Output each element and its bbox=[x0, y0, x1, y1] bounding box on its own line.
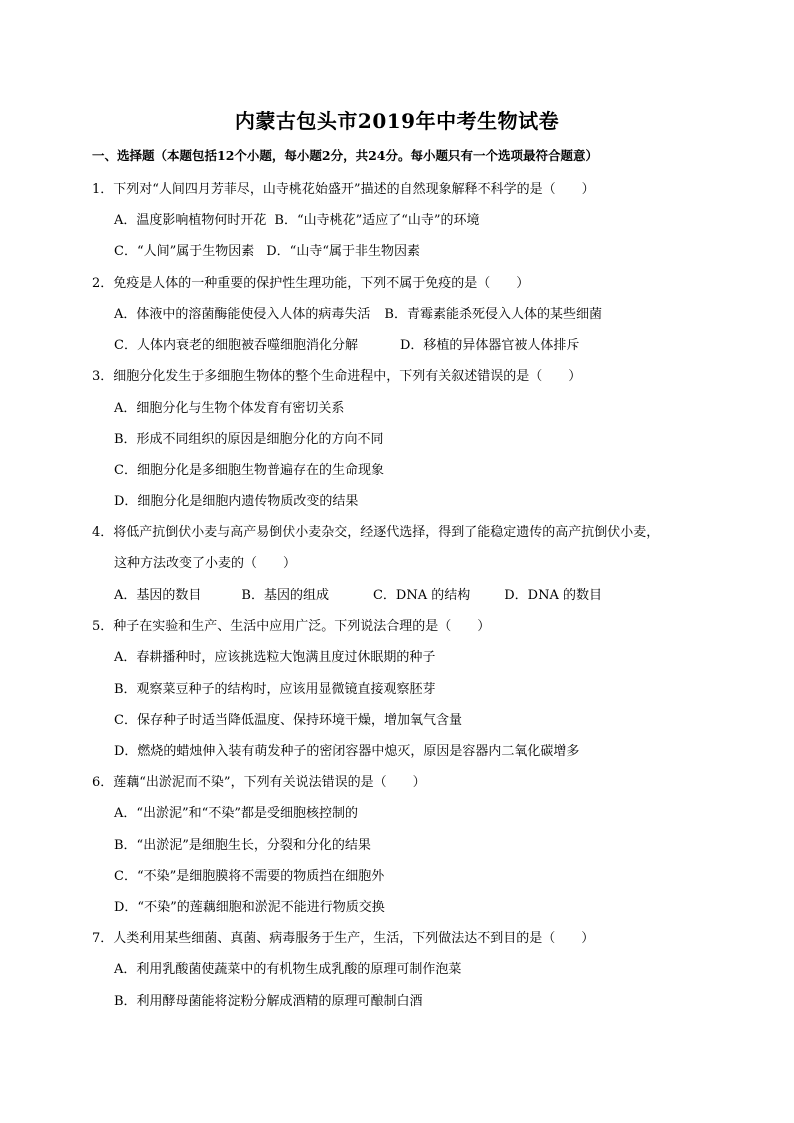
question-1-option-d: D．“山寺“属于非生物因素 bbox=[266, 244, 420, 259]
question-5-option-c: C．保存种子时适当降低温度、保持环境干燥，增加氧气含量 bbox=[114, 713, 462, 728]
question-5-stem: 5．种子在实验和生产、生活中应用广泛。下列说法合理的是（ ） bbox=[92, 619, 491, 634]
question-3-option-b: B．形成不同组织的原因是细胞分化的方向不同 bbox=[114, 432, 384, 447]
question-6-option-c: C．“不染”是细胞膜将不需要的物质挡在细胞外 bbox=[114, 869, 385, 884]
question-2-option-c: C．人体内衰老的细胞被吞噬细胞消化分解 bbox=[114, 338, 358, 353]
question-3-stem: 3．细胞分化发生于多细胞生物体的整个生命进程中，下列有关叙述错误的是（ ） bbox=[92, 369, 582, 384]
question-6-option-d: D．“不染”的莲藕细胞和淤泥不能进行物质交换 bbox=[114, 900, 385, 915]
question-7-option-a: A．利用乳酸菌使蔬菜中的有机物生成乳酸的原理可制作泡菜 bbox=[114, 962, 462, 977]
question-5-option-a: A．春耕播种时，应该挑选粒大饱满且度过休眠期的种子 bbox=[114, 650, 436, 665]
question-5-option-b: B．观察菜豆种子的结构时，应该用显微镜直接观察胚芽 bbox=[114, 682, 436, 697]
question-3-option-c: C．细胞分化是多细胞生物普遍存在的生命现象 bbox=[114, 463, 384, 478]
question-6-stem: 6．莲藕“出淤泥而不染”，下列有关说法错误的是（ ） bbox=[92, 775, 426, 790]
question-2-option-a: A．体液中的溶菌酶能使侵入人体的病毒失活 bbox=[114, 307, 371, 322]
question-4-option-a: A．基因的数目 bbox=[114, 588, 202, 603]
question-1-options-row-2 bbox=[114, 240, 420, 259]
question-7-stem: 7．人类利用某些细菌、真菌、病毒服务于生产，生活，下列做法达不到目的是（ ） bbox=[92, 931, 595, 946]
question-4-options-row bbox=[114, 584, 602, 603]
question-2-option-d: D．移植的异体器官被人体排斥 bbox=[399, 338, 580, 353]
question-1-option-a: A．温度影响植物何时开花 bbox=[114, 213, 267, 228]
exam-title: 内蒙古包头市2019年中考生物试卷 bbox=[234, 109, 560, 133]
question-5-option-d: D．燃烧的蜡烛伸入装有萌发种子的密闭容器中熄灭，原因是容器内二氧化碳增多 bbox=[114, 744, 580, 759]
question-7-option-b: B．利用酵母菌能将淀粉分解成酒精的原理可酿制白酒 bbox=[114, 994, 423, 1009]
question-6-option-b: B．“出淤泥”是细胞生长，分裂和分化的结果 bbox=[114, 838, 371, 853]
question-4-option-b: B．基因的组成 bbox=[241, 588, 329, 603]
question-1-option-c: C．“人间”属于生物因素 bbox=[114, 244, 255, 259]
question-3-option-a: A．细胞分化与生物个体发育有密切关系 bbox=[114, 401, 345, 416]
question-4-option-c: C．DNA 的结构 bbox=[372, 588, 471, 603]
question-2-options-row-2 bbox=[114, 334, 579, 353]
question-3-option-d: D．细胞分化是细胞内遗传物质改变的结果 bbox=[114, 494, 359, 509]
question-1-stem: 1．下列对“人间四月芳菲尽，山寺桃花始盛开”描述的自然现象解释不科学的是（ ） bbox=[92, 182, 595, 197]
question-1-options-row-1 bbox=[114, 209, 480, 228]
question-1-option-b: B．“山寺桃花”适应了“山寺”的环境 bbox=[274, 213, 480, 228]
question-2-options-row-1 bbox=[114, 303, 602, 322]
question-2-option-b: B．青霉素能杀死侵入人体的某些细菌 bbox=[384, 307, 602, 322]
question-4-stem: 4．将低产抗倒伏小麦与高产易倒伏小麦杂交，经逐代选择，得到了能稳定遗传的高产抗倒伏小麦， bbox=[92, 525, 660, 540]
question-4-stem-continued: 这种方法改变了小麦的（ ） bbox=[114, 556, 297, 571]
question-4-option-d: D．DNA 的数目 bbox=[504, 588, 602, 603]
question-6-option-a: A．“出淤泥”和“不染”都是受细胞核控制的 bbox=[114, 806, 358, 821]
question-2-stem: 2．免疫是人体的一种重要的保护性生理功能，下列不属于免疫的是（ ） bbox=[92, 276, 530, 291]
section-heading: 一、选择题（本题包括12个小题，每小题2分，共24分。每小题只有一个选项最符合题意） bbox=[92, 148, 598, 163]
